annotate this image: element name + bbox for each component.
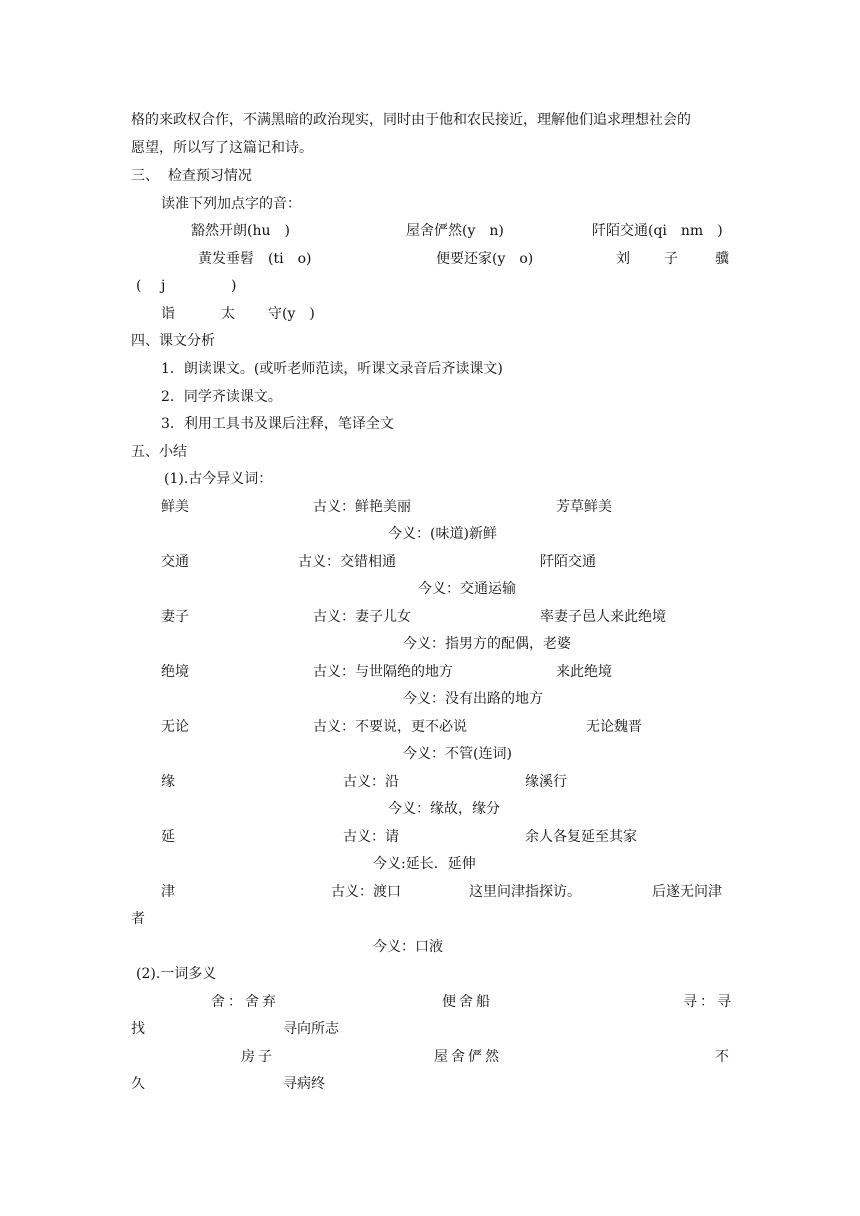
- vocab-ancient: 古义：妻子儿女: [313, 609, 411, 625]
- pinyin-syllable: j: [161, 278, 166, 294]
- vocab-ancient: 古义：与世隔绝的地方: [313, 664, 453, 680]
- pinyin-item: 阡陌交通(qi nm ): [592, 223, 723, 239]
- pinyin-char: 子: [664, 251, 678, 267]
- vocab-word: 鲜美: [161, 499, 189, 515]
- vocab-modern: 今义：没有出路的地方: [403, 691, 543, 707]
- vocab-example: 这里问津指探访。: [469, 884, 581, 900]
- polysemy-item: 舍：舍弃: [211, 994, 279, 1010]
- vocab-word: 妻子: [161, 609, 189, 625]
- vocab-example: 余人各复延至其家: [525, 829, 637, 845]
- section-3-heading: 三、 检查预习情况: [131, 168, 252, 184]
- polysemy-item: 不: [715, 1049, 729, 1065]
- vocab-modern: 今义：缘故，缘分: [388, 801, 500, 817]
- intro-line-2: 愿望，所以写了这篇记和诗。: [131, 140, 313, 156]
- pinyin-item: 便要还家(y o): [436, 251, 534, 267]
- vocab-word: 延: [161, 829, 175, 845]
- pinyin-paren-close: ): [231, 278, 237, 294]
- polysemy-item: 久: [131, 1076, 145, 1092]
- vocab-example: 无论魏晋: [586, 719, 642, 735]
- polysemy-example: 寻病终: [283, 1076, 325, 1092]
- pinyin-item: 守(y ): [268, 306, 315, 322]
- polysemy-item: 寻：寻: [683, 994, 734, 1010]
- vocab-ancient: 古义：沿: [343, 774, 399, 790]
- vocab-word: 绝境: [161, 664, 189, 680]
- vocab-modern: 今义:延长．延伸: [373, 856, 476, 872]
- polysemy-example: 屋舍俨然: [434, 1049, 502, 1065]
- polysemy-example: 便舍船: [442, 994, 493, 1010]
- pinyin-item: 黄发垂髫 (ti o): [198, 251, 312, 267]
- pinyin-char: 诣: [161, 306, 175, 322]
- subsection-heading: (1).古今异义词：: [164, 471, 273, 487]
- pinyin-item: 豁然开朗(hu ): [191, 223, 290, 239]
- pinyin-paren-open: (: [136, 278, 142, 294]
- list-item: 1．朗读课文。(或听老师范读，听课文录音后齐读课文): [161, 361, 503, 377]
- vocab-ancient: 古义：渡口: [331, 884, 401, 900]
- pinyin-char: 骥: [715, 251, 729, 267]
- intro-line-1: 格的来政权合作，不满黑暗的政治现实，同时由于他和农民接近，理解他们追求理想社会的: [131, 112, 691, 128]
- vocab-example: 率妻子邑人来此绝境: [540, 609, 666, 625]
- polysemy-example: 寻向所志: [283, 1021, 339, 1037]
- vocab-example-wrap: 者: [131, 911, 145, 927]
- pinyin-item: 屋舍俨然(y n): [406, 223, 504, 239]
- polysemy-item: 房子: [241, 1049, 275, 1065]
- pinyin-char: 太: [221, 306, 235, 322]
- vocab-word: 交通: [161, 554, 189, 570]
- section-3-instruction: 读准下列加点字的音：: [161, 196, 301, 212]
- list-item: 3．利用工具书及课后注释，笔译全文: [161, 416, 394, 432]
- vocab-modern: 今义：交通运输: [418, 581, 516, 597]
- vocab-example: 缘溪行: [525, 774, 567, 790]
- section-5-heading: 五、小结: [131, 444, 187, 460]
- vocab-example: 阡陌交通: [540, 554, 596, 570]
- vocab-word: 无论: [161, 719, 189, 735]
- list-item: 2．同学齐读课文。: [161, 389, 282, 405]
- vocab-ancient: 古义：请: [343, 829, 399, 845]
- vocab-ancient: 古义：交错相通: [298, 554, 396, 570]
- pinyin-char: 刘: [616, 251, 630, 267]
- vocab-word: 缘: [161, 774, 175, 790]
- vocab-ancient: 古义：鲜艳美丽: [313, 499, 411, 515]
- polysemy-item: 找: [131, 1021, 145, 1037]
- section-4-heading: 四、课文分析: [131, 333, 215, 349]
- vocab-example: 后遂无问津: [652, 884, 722, 900]
- vocab-example: 来此绝境: [556, 664, 612, 680]
- vocab-modern: 今义：指男方的配偶，老婆: [403, 636, 571, 652]
- vocab-modern: 今义：(味道)新鲜: [388, 526, 497, 542]
- vocab-ancient: 古义：不要说，更不必说: [313, 719, 467, 735]
- vocab-example: 芳草鲜美: [556, 499, 612, 515]
- subsection-heading: (2).一词多义: [136, 966, 217, 982]
- vocab-modern: 今义：口液: [373, 939, 443, 955]
- vocab-modern: 今义：不管(连词): [403, 746, 512, 762]
- vocab-word: 津: [161, 884, 175, 900]
